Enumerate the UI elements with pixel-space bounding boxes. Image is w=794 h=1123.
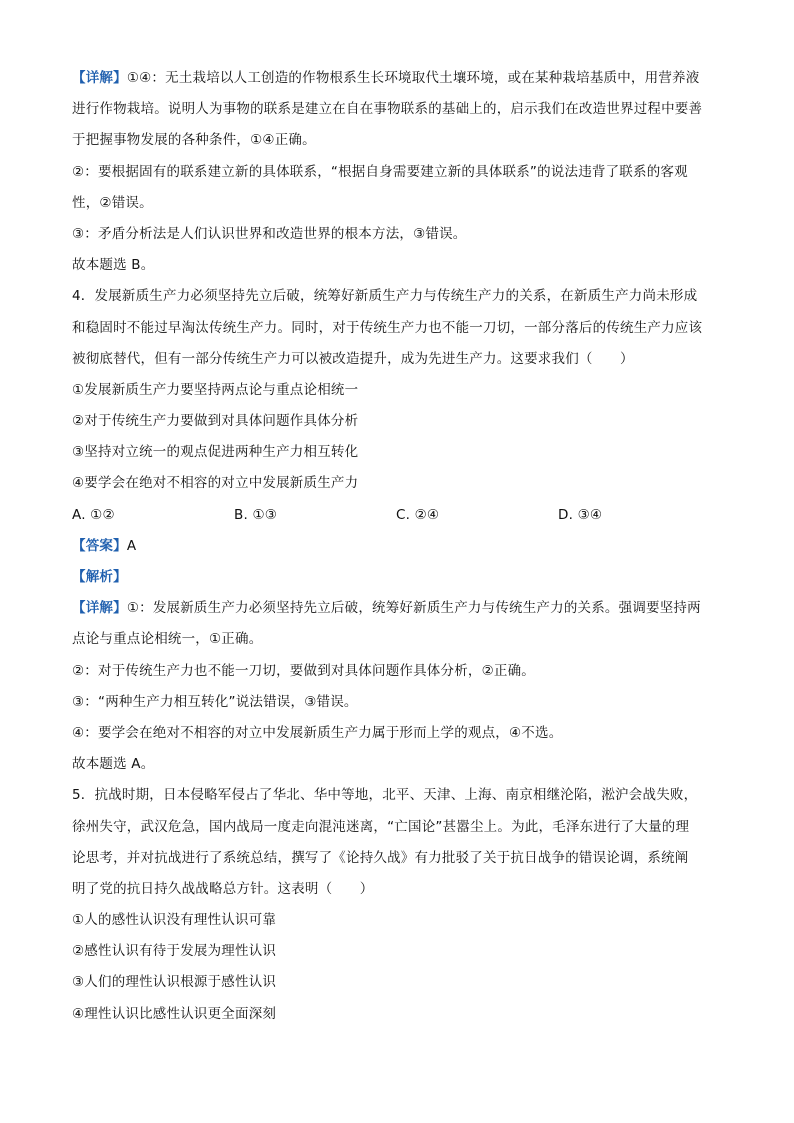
q5-item-1: ①人的感性认识没有理性认识可靠 [72, 912, 277, 929]
q4-stem-line-3: 被彻底替代，但有一部分传统生产力可以被改造提升，成为先进生产力。这要求我们（ ） [72, 350, 634, 367]
answer-tag: 【答案】 [72, 537, 127, 554]
detail-tag: 【详解】 [72, 70, 127, 86]
q4-item-2: ②对于传统生产力要做到对具体问题作具体分析 [72, 413, 359, 430]
text: ①：发展新质生产力必须坚持先立后破，统筹好新质生产力与传统生产力的关系。强调要坚持两 [126, 600, 701, 617]
q5-item-2: ②感性认识有待于发展为理性认识 [72, 943, 277, 960]
q4-item-1: ①发展新质生产力要坚持两点论与重点论相统一 [72, 381, 359, 398]
prev-detail-line-2: 进行作物栽培。说明人为事物的联系是建立在自在事物联系的基础上的，启示我们在改造世界过程中要善 [72, 101, 703, 118]
q4-item-3: ③坚持对立统一的观点促进两种生产力相互转化 [72, 444, 359, 461]
q5-stem-line-1: 5．抗战时期，日本侵略军侵占了华北、华中等地，北平、天津、上海、南京相继沦陷，淞沪会战失败， [72, 787, 698, 804]
q5-stem-line-2: 徐州失守，武汉危急，国内战局一度走向混沌迷离，“亡国论”甚嚣尘上。为此，毛泽东进行了大量的理 [72, 818, 690, 835]
detail-tag: 【详解】 [72, 600, 127, 617]
q4-options [72, 500, 722, 531]
prev-detail-line-4: ②：要根据固有的联系建立新的具体联系，“根据自身需要建立新的具体联系”的说法违背了联系的客观 [72, 163, 688, 180]
prev-conclusion: 故本题选 B。 [72, 257, 155, 274]
prev-detail-line-1 [72, 63, 722, 94]
prev-detail-line-6: ③：矛盾分析法是人们认识世界和改造世界的根本方法，③错误。 [72, 225, 467, 242]
q4-option-d: D. ③④ [558, 506, 603, 523]
q4-item-4: ④要学会在绝对不相容的对立中发展新质生产力 [72, 475, 359, 492]
q4-detail-line-3: ②：对于传统生产力也不能一刀切，要做到对具体问题作具体分析，②正确。 [72, 662, 536, 679]
q4-stem-line-2: 和稳固时不能过早淘汰传统生产力。同时，对于传统生产力也不能一刀切，一部分落后的传统生产力应该 [72, 319, 703, 336]
q5-item-4: ④理性认识比感性认识更全面深刻 [72, 1005, 277, 1022]
q4-option-a: A. ①② [72, 506, 115, 523]
q4-stem-line-1: 4．发展新质生产力必须坚持先立后破，统筹好新质生产力与传统生产力的关系，在新质生产力尚未形成 [72, 288, 698, 305]
text: ①④：无土栽培以人工创造的作物根系生长环境取代土壤环境，或在某种栽培基质中，用营养液 [126, 70, 700, 86]
q4-answer [72, 531, 722, 562]
q4-detail-line-5: ④：要学会在绝对不相容的对立中发展新质生产力属于形而上学的观点，④不选。 [72, 724, 563, 741]
page-content [72, 63, 722, 1030]
q4-option-b: B. ①③ [234, 506, 278, 523]
q4-analysis [72, 562, 722, 593]
q5-stem-line-3: 论思考，并对抗战进行了系统总结，撰写了《论持久战》有力批驳了关于抗日战争的错误论调，系统阐 [72, 849, 689, 866]
prev-detail-line-3: 于把握事物发展的各种条件，①④正确。 [72, 132, 316, 149]
answer-value: A [126, 537, 137, 554]
q4-detail-line-2: 点论与重点论相统一，①正确。 [72, 631, 263, 648]
q4-conclusion: 故本题选 A。 [72, 756, 155, 773]
q4-detail-line-4: ③：“两种生产力相互转化”说法错误，③错误。 [72, 693, 358, 710]
q4-option-c: C. ②④ [396, 506, 440, 523]
q4-detail-line-1 [72, 593, 722, 624]
analysis-tag: 【解析】 [72, 569, 127, 585]
q5-item-3: ③人们的理性认识根源于感性认识 [72, 974, 277, 991]
q5-stem-line-4: 明了党的抗日持久战战略总方针。这表明（ ） [72, 880, 374, 897]
prev-detail-line-5: 性，②错误。 [72, 194, 153, 211]
